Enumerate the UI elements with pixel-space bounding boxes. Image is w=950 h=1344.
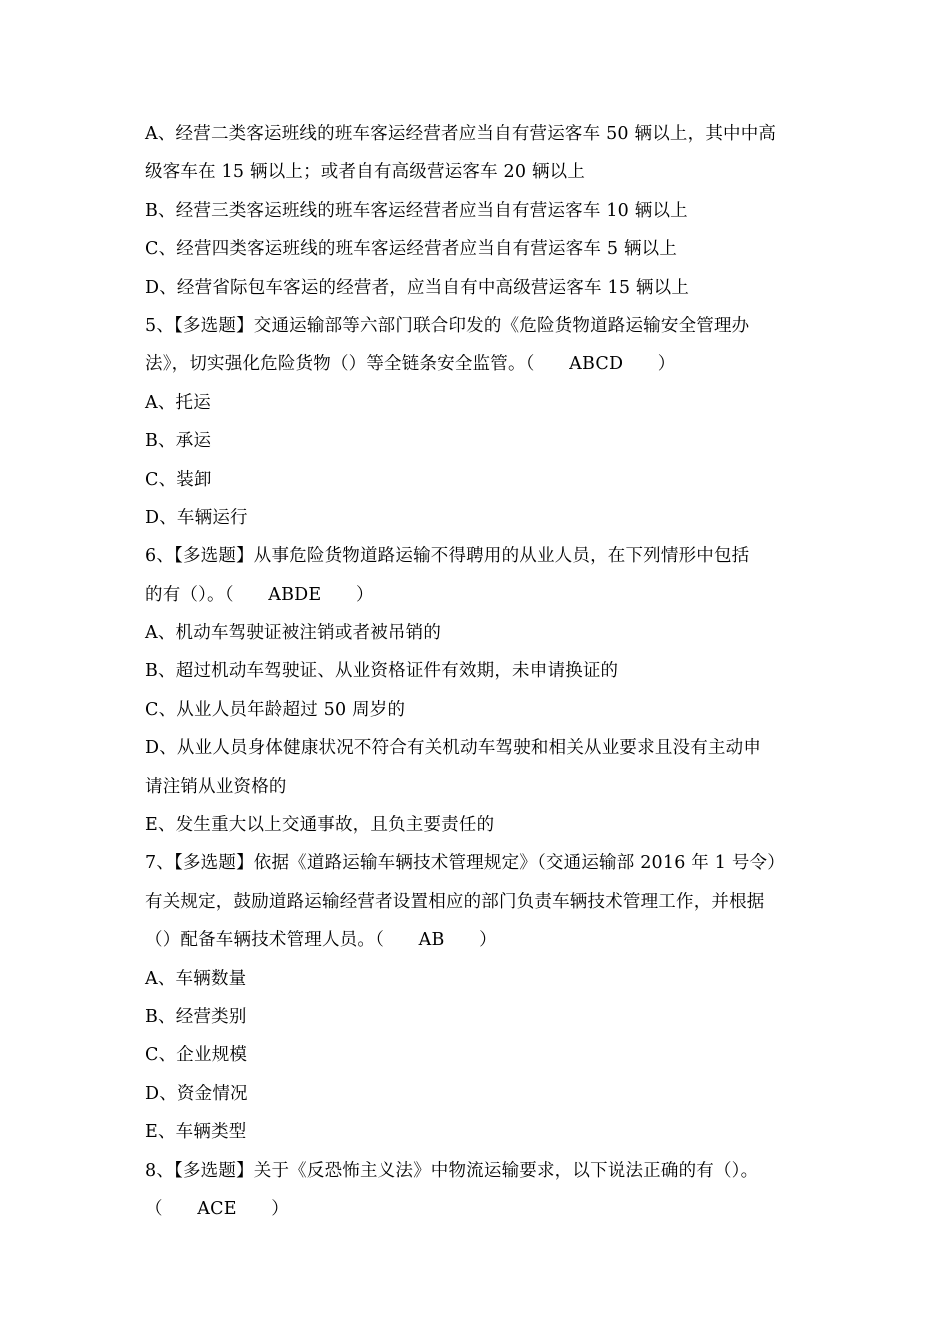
option-line: A、车辆数量: [145, 968, 247, 989]
text-line: 级客车在 15 辆以上；或者自有高级营运客车 20 辆以上: [145, 162, 586, 183]
question-8-line: （ ACE ）: [145, 1198, 289, 1219]
option-line: C、从业人员年龄超过 50 周岁的: [145, 699, 406, 720]
question-7-line: 7、【多选题】依据《道路运输车辆技术管理规定》（交通运输部 2016 年 1 号令）: [145, 853, 785, 874]
question-6-line: 的有（）。（ ABDE ）: [145, 584, 374, 605]
text-line: C、经营四类客运班线的班车客运经营者应当自有营运客车 5 辆以上: [145, 239, 678, 260]
option-line: 请注销从业资格的: [145, 776, 287, 797]
document-page: [145, 115, 825, 1228]
question-5-line: 法》，切实强化危险货物（）等全链条安全监管。（ ABCD ）: [145, 354, 676, 375]
text-line: B、经营三类客运班线的班车客运经营者应当自有营运客车 10 辆以上: [145, 200, 688, 221]
option-line: D、资金情况: [145, 1083, 248, 1104]
option-line: C、装卸: [145, 469, 212, 490]
text-line: D、经营省际包车客运的经营者，应当自有中高级营运客车 15 辆以上: [145, 277, 690, 298]
option-line: B、承运: [145, 431, 212, 452]
question-7-line: （）配备车辆技术管理人员。（ AB ）: [145, 930, 497, 951]
option-line: A、机动车驾驶证被注销或者被吊销的: [145, 623, 442, 644]
option-line: B、超过机动车驾驶证、从业资格证件有效期，未申请换证的: [145, 661, 619, 682]
text-line: A、经营二类客运班线的班车客运经营者应当自有营运客车 50 辆以上，其中中高: [145, 124, 777, 144]
option-line: D、车辆运行: [145, 507, 248, 528]
option-line: B、经营类别: [145, 1006, 247, 1027]
option-line: E、发生重大以上交通事故，且负主要责任的: [145, 815, 495, 836]
option-line: E、车辆类型: [145, 1122, 247, 1143]
question-6-line: 6、【多选题】从事危险货物道路运输不得聘用的从业人员，在下列情形中包括: [145, 546, 750, 567]
option-line: A、托运: [145, 392, 211, 413]
option-line: D、从业人员身体健康状况不符合有关机动车驾驶和相关从业要求且没有主动申: [145, 738, 762, 759]
option-line: C、企业规模: [145, 1045, 248, 1066]
question-5-line: 5、【多选题】交通运输部等六部门联合印发的《危险货物道路运输安全管理办: [145, 315, 750, 336]
question-7-line: 有关规定，鼓励道路运输经营者设置相应的部门负责车辆技术管理工作，并根据: [145, 891, 765, 912]
question-8-line: 8、【多选题】关于《反恐怖主义法》中物流运输要求，以下说法正确的有（）。: [145, 1160, 759, 1181]
